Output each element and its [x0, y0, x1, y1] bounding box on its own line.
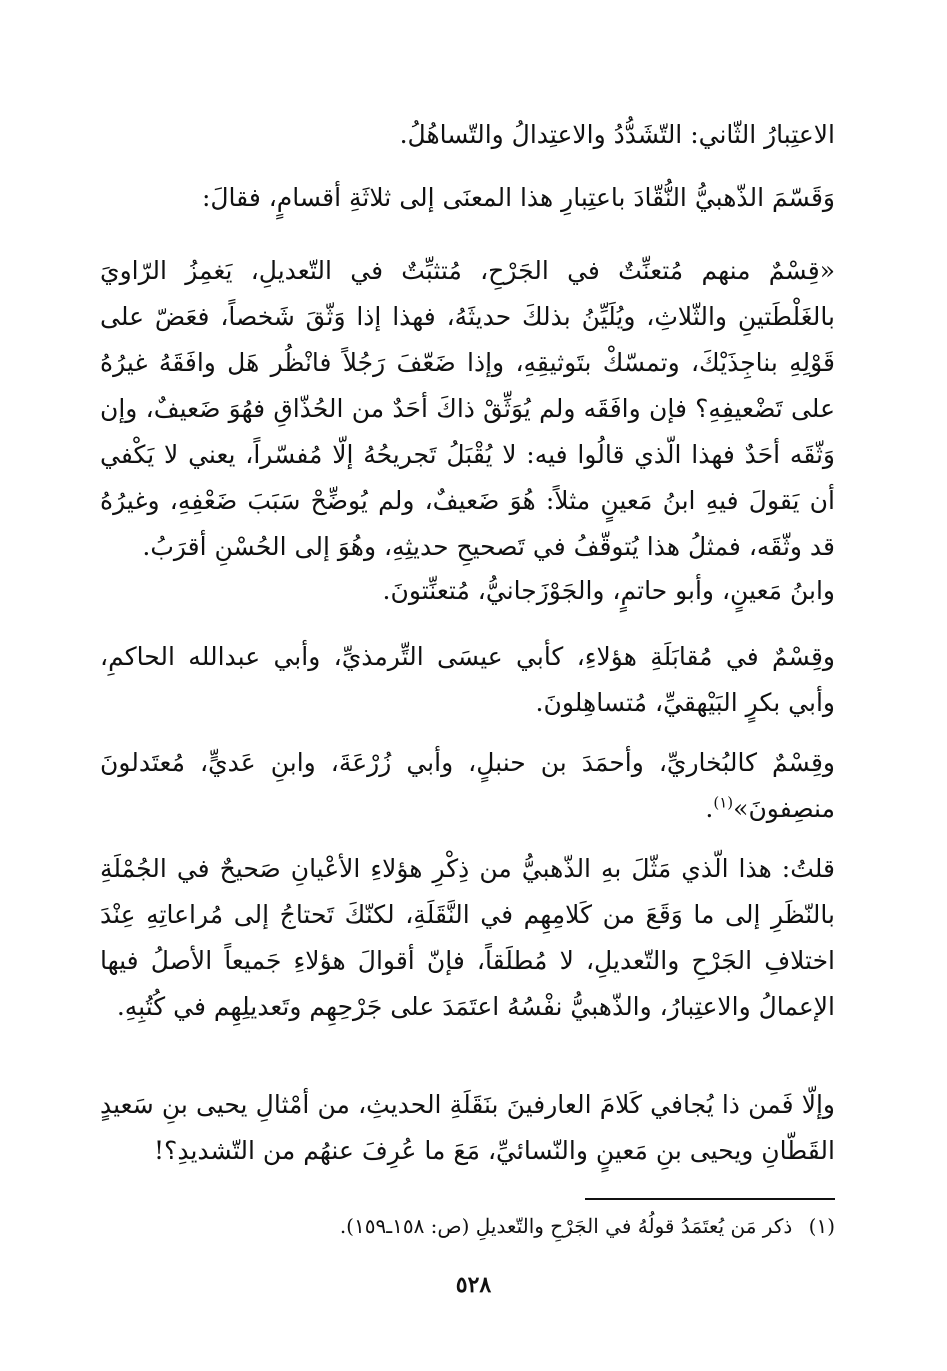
paragraph-critics-strict: وابنُ مَعينٍ، وأبو حاتمٍ، والجَوْزَجانيُّ، مُتعنِّتونَ.: [382, 576, 835, 605]
paragraph-commentary: قلتُ: هذا الّذي مَثّلَ بهِ الذّهبيُّ من ذِكْرِ هؤلاءِ الأعْيانِ صَحيحٌ في الجُمْلَةِ بالنّظَرِ إلى ما وَقَعَ من كَلامِهِم في النَّقَلَةِ، لكنّكَ تَحتاجُ إلى مُراعاتِهِ عِنْدَ اختلافِ الجَرْحِ والتّعديلِ، لا مُطلَقاً، فإنّ أقوالَ هؤلاءِ جَميعاً الأصلُ فيها الإعمالُ والاعتِبارُ، والذّهبيُّ نفْسُهُ اعتَمَدَ على جَرْحِهِم وتَعديلِهِم في كُتُبِهِ.: [100, 854, 835, 1021]
footnote-text: ذكر مَن يُعتَمَدُ قولُهُ في الجَرْحِ والتّعديلِ (ص: ١٥٨ـ١٥٩).: [339, 1214, 793, 1238]
footnote-reference: (١): [713, 793, 734, 812]
footnote-divider: [585, 1198, 835, 1200]
footnote-number: (١): [808, 1214, 835, 1238]
paragraph-critics-moderate-text: وقِسْمٌ كالبُخاريِّ، وأحمَدَ بن حنبلٍ، وأبي زُرْعَةَ، وابنِ عَديٍّ، مُعتَدلونَ منصِفونَ»: [100, 748, 835, 823]
paragraph-critics-moderate-end: .: [705, 794, 714, 823]
paragraph-critics-moderate: [100, 740, 835, 832]
paragraph-conclusion: وإلّا فَمن ذا يُجافي كَلامَ العارفينَ بنَقَلَةِ الحديثِ، من أمْثالِ يحيى بنِ سَعيدٍ القَطّانِ ويحيى بنِ مَعينٍ والنّسائيِّ، مَعَ ما عُرِفَ عنهُم من التّشديدِ؟!: [100, 1090, 835, 1165]
section-heading: الاعتِبارُ الثّاني: التّشَدُّدُ والاعتِدالُ والتّساهُلُ.: [399, 120, 835, 149]
intro-paragraph: وَقَسّمَ الذّهبيُّ النُّقّادَ باعتِبارِ هذا المعنَى إلى ثلاثَةِ أقسامٍ، فقالَ:: [201, 183, 835, 212]
footnote: [340, 1208, 835, 1244]
page-number: ٥٢٨: [455, 1272, 492, 1298]
paragraph-critics-lenient: وقِسْمٌ في مُقابَلَةِ هؤلاءِ، كأبي عيسَى التِّرمذيِّ، وأبي عبدالله الحاكمِ، وأبي بكرٍ البَيْهقيِّ، مُتساهِلونَ.: [100, 642, 835, 717]
quote-paragraph: «قِسْمٌ منهم مُتعنِّتٌ في الجَرْحِ، مُتثبِّتٌ في التّعديلِ، يَغمِزُ الرّاويَ بالغَلْطَتينِ والثّلاثِ، ويُلَيِّنُ بذلكَ حديثَهُ، فهذا إذا وَثّقَ شَخصاً، فعَضّ على قَوْلِهِ بناجِذَيْكَ، وتمسّكْ بتَوثيقِهِ، وإذا ضَعّفَ رَجُلاً فانْظُر هَل وافَقَهُ غيرُهُ على تَضْعيفِهِ؟ فإن وافَقَه ولم يُوَثِّقْ ذاكَ أحَدٌ من الحُذّاقِ فهُوَ ضَعيفٌ، وإن وَثّقَه أحَدٌ فهذا الّذي قالُوا فيه: لا يُقْبَلُ تَجريحُهُ إلّا مُفسّراً، يعني لا يَكْفي أن يَقولَ فيهِ ابنُ مَعينٍ مثلاً: هُوَ ضَعيفٌ، ولم يُوضِّحْ سَبَبَ ضَعْفِهِ، وغيرُهُ قد وثّقَه، فمثلُ هذا يُتوقّفُ في تَصحيحِ حديثِهِ، وهُوَ إلى الحُسْنِ أقرَبُ.: [100, 256, 835, 561]
